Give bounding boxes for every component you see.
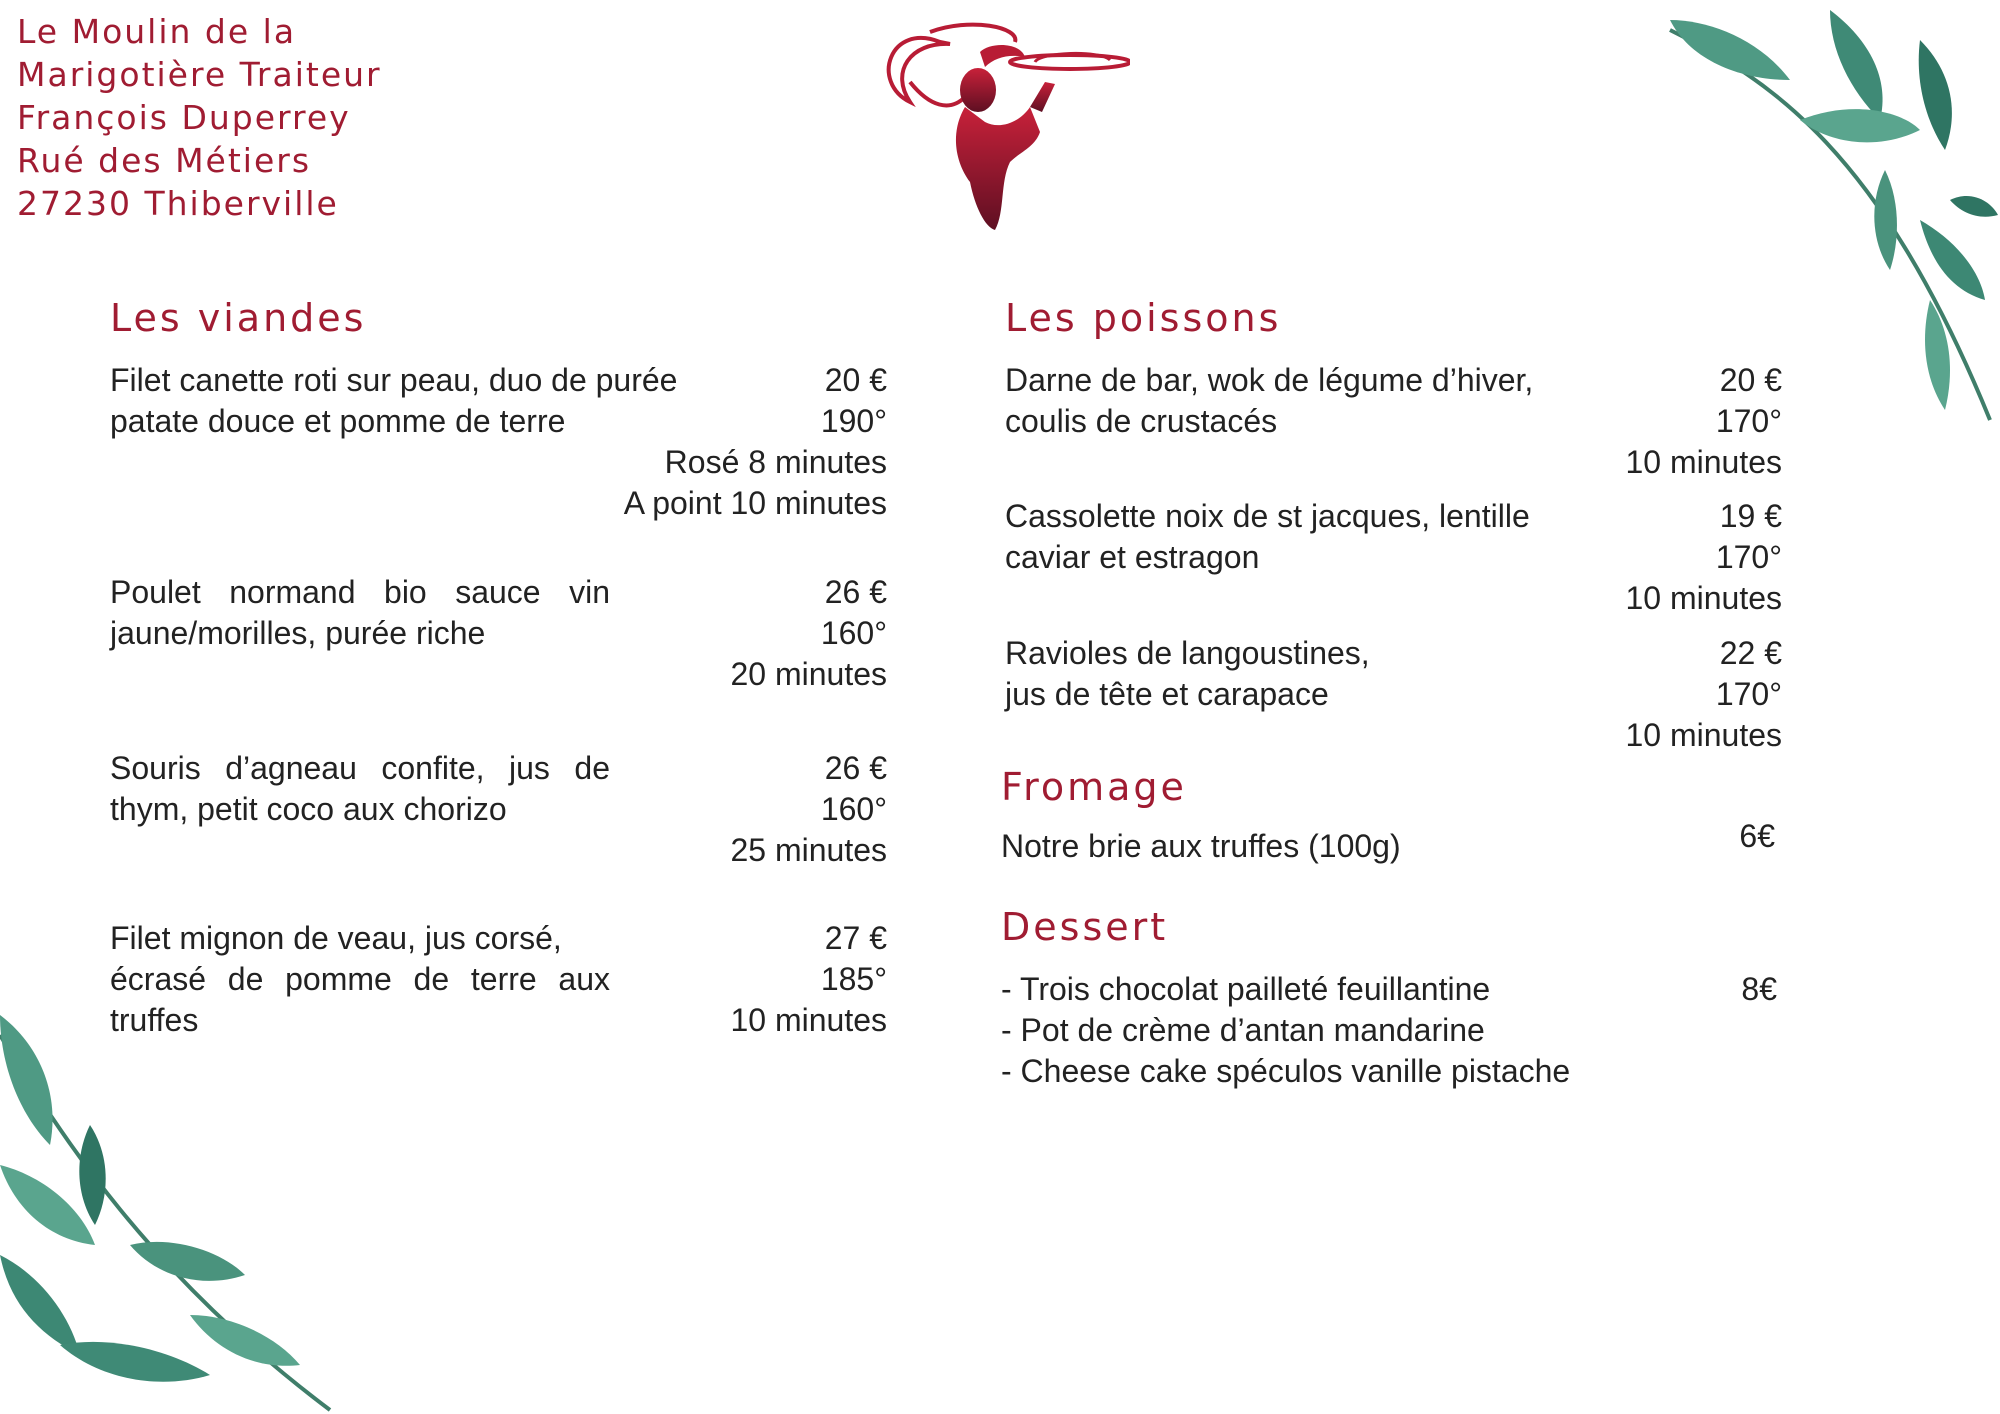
item-cooking-time: 20 minutes <box>730 656 887 692</box>
menu-item <box>1005 360 1785 490</box>
item-temperature: 170° <box>1715 676 1782 712</box>
item-description <box>1005 360 1565 442</box>
caterer-address <box>17 10 382 225</box>
item-price: 20 € <box>824 362 887 398</box>
description-line: coulis de crustacés <box>1005 403 1278 439</box>
item-cooking-time: 10 minutes <box>1625 444 1782 480</box>
item-pricing <box>624 360 887 524</box>
item-price: 20 € <box>1719 362 1782 398</box>
section-title-poissons: Les poissons <box>1005 296 1282 340</box>
item-temperature: 170° <box>1715 539 1782 575</box>
description-line: Darne de bar, wok de légume d’hiver, <box>1005 362 1534 398</box>
item-description <box>1005 496 1565 578</box>
green-leaf-branch-icon <box>0 1015 340 1414</box>
description-line: jus de tête et carapace <box>1005 676 1329 712</box>
description-line: écrasé de pomme de terre aux <box>110 961 610 997</box>
menu-item <box>110 748 890 878</box>
description-line: jaune/morilles, purée riche <box>110 615 486 651</box>
item-pricing <box>730 748 887 871</box>
section-title-fromage: Fromage <box>1001 765 1187 809</box>
address-line: Marigotière Traiteur <box>17 55 382 94</box>
description-line: Ravioles de langoustines, <box>1005 635 1370 671</box>
item-description: Notre brie aux truffes (100g) <box>1001 828 1401 864</box>
address-line: Rué des Métiers <box>17 141 312 180</box>
section-title-dessert: Dessert <box>1001 905 1169 949</box>
menu-item <box>110 572 890 702</box>
address-line: François Duperrey <box>17 98 351 137</box>
item-price: 26 € <box>824 750 887 786</box>
description-line: caviar et estragon <box>1005 539 1260 575</box>
item-pricing <box>1625 496 1782 619</box>
description-line: truffes <box>110 1002 199 1038</box>
description-line: - Pot de crème d’antan mandarine <box>1001 1012 1485 1048</box>
item-price: 8€ <box>1741 971 1777 1007</box>
description-line: Souris d’agneau confite, jus de <box>110 750 610 786</box>
item-pricing <box>730 572 887 695</box>
item-temperature: 190° <box>820 403 887 439</box>
item-temperature: 160° <box>820 791 887 827</box>
menu-item <box>1001 969 1781 1099</box>
item-temperature: 170° <box>1715 403 1782 439</box>
menu-item <box>1005 633 1785 763</box>
item-description <box>110 918 610 1041</box>
item-price: 26 € <box>824 574 887 610</box>
item-temperature: 160° <box>820 615 887 651</box>
item-cooking-time: 25 minutes <box>730 832 887 868</box>
waiter-serving-tray-icon <box>870 12 1130 242</box>
item-cooking-time: Rosé 8 minutes <box>664 444 887 480</box>
item-pricing <box>730 918 887 1041</box>
item-pricing <box>1625 360 1782 483</box>
description-line: Cassolette noix de st jacques, lentille <box>1005 498 1530 534</box>
item-cooking-time: 10 minutes <box>1625 580 1782 616</box>
description-line: patate douce et pomme de terre <box>110 403 566 439</box>
address-line: Le Moulin de la <box>17 12 297 51</box>
menu-item <box>110 360 890 530</box>
item-cooking-time: 10 minutes <box>730 1002 887 1038</box>
item-price: 22 € <box>1719 635 1782 671</box>
item-description <box>110 572 610 654</box>
item-price: 27 € <box>824 920 887 956</box>
menu-item <box>1005 496 1785 626</box>
description-line: Poulet normand bio sauce vin <box>110 574 610 610</box>
address-line: 27230 Thiberville <box>17 184 339 223</box>
menu-item <box>1001 818 1781 876</box>
description-line: - Cheese cake spéculos vanille pistache <box>1001 1053 1571 1089</box>
description-line: - Trois chocolat pailleté feuillantine <box>1001 971 1491 1007</box>
item-description <box>1005 633 1565 715</box>
item-pricing <box>1625 633 1782 756</box>
description-line: thym, petit coco aux chorizo <box>110 791 507 827</box>
item-temperature: 185° <box>820 961 887 997</box>
description-line: Filet mignon de veau, jus corsé, <box>110 920 562 956</box>
item-description <box>1001 969 1570 1092</box>
item-price: 19 € <box>1719 498 1782 534</box>
menu-item <box>110 918 890 1048</box>
item-description <box>110 748 610 830</box>
section-title-viandes: Les viandes <box>110 296 367 340</box>
description-line: Filet canette roti sur peau, duo de purée <box>110 362 678 398</box>
item-cooking-time: 10 minutes <box>1625 717 1782 753</box>
item-price: 6€ <box>1739 818 1775 854</box>
item-cooking-time: A point 10 minutes <box>623 485 887 521</box>
